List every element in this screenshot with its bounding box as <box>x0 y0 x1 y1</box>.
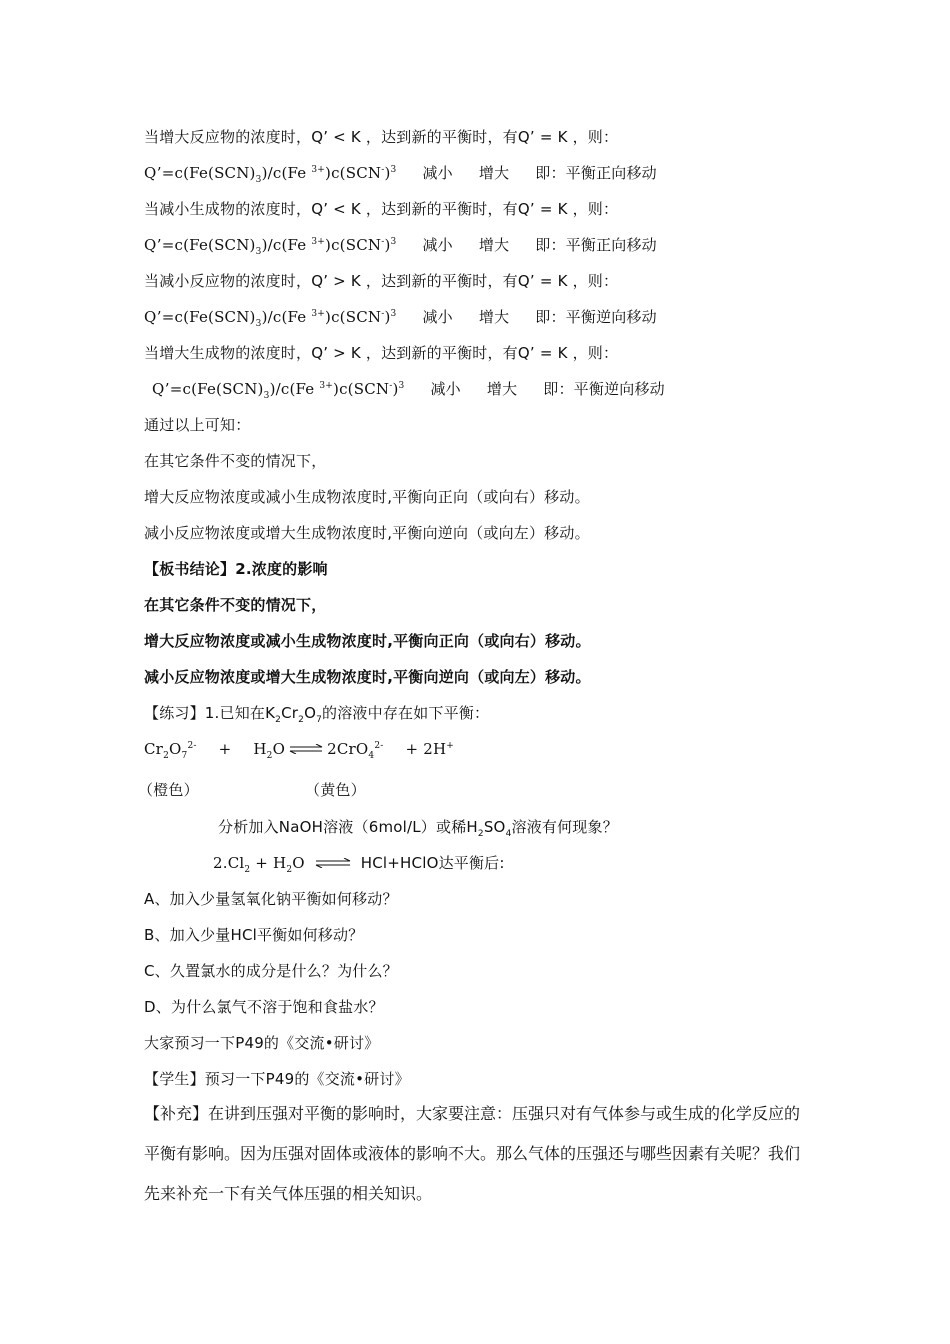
superscript: 3 <box>390 165 397 175</box>
subscript: 3 <box>255 247 262 257</box>
formula-text: )/c(Fe <box>261 164 312 182</box>
superscript: - <box>381 309 385 319</box>
increase-label: 增大 <box>486 380 518 398</box>
formula-text: )/c(Fe <box>269 380 320 398</box>
equilibrium-arrow-icon <box>315 858 351 868</box>
board-rule: 减小反应物浓度或增大生成物浓度时,平衡向逆向（或向左）移动。 <box>144 668 591 686</box>
summary-condition: 在其它条件不变的情况下， <box>144 452 327 470</box>
formula-text: Cr <box>144 740 164 758</box>
formula-text: )/c(Fe <box>261 236 312 254</box>
subscript: 2 <box>298 715 305 725</box>
text-line: 当减小反应物的浓度时，Q’ > K ，达到新的平衡时，有Q’ = K ，则： <box>144 272 619 290</box>
subscript: 4 <box>505 829 512 839</box>
stem-text: O <box>304 704 317 722</box>
formula-text: )c(SCN <box>325 308 382 326</box>
subscript: 2 <box>266 751 273 761</box>
decrease-label: 减小 <box>430 380 461 398</box>
subscript: 3 <box>263 391 270 401</box>
orange-label: （橙色） <box>138 781 199 799</box>
formula-text: Q’=c(Fe(SCN) <box>144 236 256 254</box>
plus-sign: + <box>218 740 232 758</box>
formula-text: )c(SCN <box>325 236 382 254</box>
formula-text: 2CrO <box>327 740 369 758</box>
supplement-label: 【补充】 <box>144 1104 209 1123</box>
question-c: C、久置氯水的成分是什么？为什么？ <box>144 962 398 980</box>
summary-rule: 减小反应物浓度或增大生成物浓度时,平衡向逆向（或向左）移动。 <box>144 524 590 542</box>
board-title: 【板书结论】2.浓度的影响 <box>144 560 328 578</box>
formula-text: Q’=c(Fe(SCN) <box>144 164 256 182</box>
decrease-label: 减小 <box>422 308 453 326</box>
subscript: 2 <box>163 751 169 761</box>
question-a: A、加入少量氢氧化钠平衡如何移动？ <box>144 890 398 908</box>
formula-text: Q’=c(Fe(SCN) <box>144 308 256 326</box>
preview-student: 【学生】预习一下P49的《交流•研讨》 <box>144 1070 410 1088</box>
q-formula-line <box>144 160 657 186</box>
subscript: 7 <box>316 715 323 725</box>
formula-text: ) <box>392 380 399 398</box>
formula-text: O <box>292 854 305 872</box>
formula-text: )c(SCN <box>325 164 382 182</box>
subscript: 2 <box>275 715 282 725</box>
superscript: - <box>389 381 393 391</box>
q-formula-line <box>144 232 657 258</box>
decrease-label: 减小 <box>422 164 453 182</box>
superscript: - <box>381 237 385 247</box>
yellow-label: （黄色） <box>305 781 366 799</box>
superscript: - <box>381 165 385 175</box>
text-line: 当减小生成物的浓度时，Q’ < K ，达到新的平衡时，有Q’ = K ，则： <box>144 200 619 218</box>
superscript: 3+ <box>319 381 334 391</box>
board-condition: 在其它条件不变的情况下， <box>144 596 327 614</box>
subscript: 3 <box>255 175 262 185</box>
practice-1-question <box>218 814 618 840</box>
text-line: 当增大生成物的浓度时，Q’ > K ，达到新的平衡时，有Q’ = K ，则： <box>144 344 619 362</box>
practice-1-stem <box>144 700 489 726</box>
stem-text: 【练习】1.已知在K <box>144 704 276 722</box>
stem-text: Cr <box>281 704 299 722</box>
increase-label: 增大 <box>478 308 510 326</box>
shift-result: 即：平衡正向移动 <box>535 236 657 254</box>
summary-intro: 通过以上可知： <box>144 416 251 434</box>
formula-text: )c(SCN <box>333 380 390 398</box>
shift-result: 即：平衡逆向移动 <box>543 380 665 398</box>
superscript: + <box>446 741 455 751</box>
formula-text: ) <box>384 164 391 182</box>
chlorine-equation <box>213 850 505 876</box>
superscript: 3 <box>390 237 397 247</box>
formula-text: ) <box>384 236 391 254</box>
formula-text: )/c(Fe <box>261 308 312 326</box>
formula-text: O <box>272 740 286 758</box>
formula-text: Q’=c(Fe(SCN) <box>152 380 264 398</box>
formula-text: + 2H <box>405 740 447 758</box>
superscript: 2- <box>187 741 197 751</box>
summary-rule: 增大反应物浓度或减小生成物浓度时,平衡向正向（或向右）移动。 <box>144 488 590 506</box>
superscript: 3 <box>390 309 397 319</box>
question-d: D、为什么氯气不溶于饱和食盐水？ <box>144 998 384 1016</box>
superscript: 3+ <box>311 165 326 175</box>
question-text: 溶液有何现象？ <box>511 818 618 836</box>
subscript: 2 <box>286 865 293 875</box>
q-formula-line <box>144 304 657 330</box>
shift-result: 即：平衡逆向移动 <box>535 308 657 326</box>
subscript: 7 <box>181 751 188 761</box>
stem-text: 的溶液中存在如下平衡： <box>322 704 490 722</box>
equilibrium-arrow-icon <box>289 744 323 754</box>
subscript: 3 <box>255 319 262 329</box>
formula-text: + H <box>250 854 287 872</box>
increase-label: 增大 <box>478 236 510 254</box>
formula-text: O <box>169 740 182 758</box>
q-formula-line <box>152 376 665 402</box>
question-text: 分析加入NaOH溶液（6mol/L）或稀H <box>218 818 478 836</box>
decrease-label: 减小 <box>422 236 453 254</box>
board-rule: 增大反应物浓度或减小生成物浓度时,平衡向正向（或向右）移动。 <box>144 632 591 650</box>
subscript: 2 <box>477 829 484 839</box>
preview-teacher: 大家预习一下P49的《交流•研讨》 <box>144 1034 380 1052</box>
shift-result: 即：平衡正向移动 <box>535 164 657 182</box>
dichromate-equation <box>144 736 454 762</box>
increase-label: 增大 <box>478 164 510 182</box>
superscript: 2- <box>374 741 384 751</box>
formula-text: ) <box>384 308 391 326</box>
supplement-paragraph <box>144 1094 808 1214</box>
question-text: SO <box>483 818 506 836</box>
formula-text: HCl+HClO达平衡后: <box>360 854 505 872</box>
text-line: 当增大反应物的浓度时，Q’ < K ，达到新的平衡时，有Q’ = K ，则： <box>144 128 619 146</box>
superscript: 3 <box>398 381 405 391</box>
supplement-text: 在讲到压强对平衡的影响时，大家要注意：压强只对有气体参与或生成的化学反应的平衡有影响。因为压强对固体或液体的影响不大。那么气体的压强还与哪些因素有关呢？我们先来补充一下有关气体压强的相关知识。 <box>144 1104 801 1203</box>
superscript: 3+ <box>311 237 326 247</box>
formula-text: 2.Cl <box>213 854 245 872</box>
formula-text: H <box>253 740 267 758</box>
question-b: B、加入少量HCl平衡如何移动？ <box>144 926 364 944</box>
subscript: 4 <box>368 751 375 761</box>
superscript: 3+ <box>311 309 326 319</box>
subscript: 2 <box>244 865 251 875</box>
